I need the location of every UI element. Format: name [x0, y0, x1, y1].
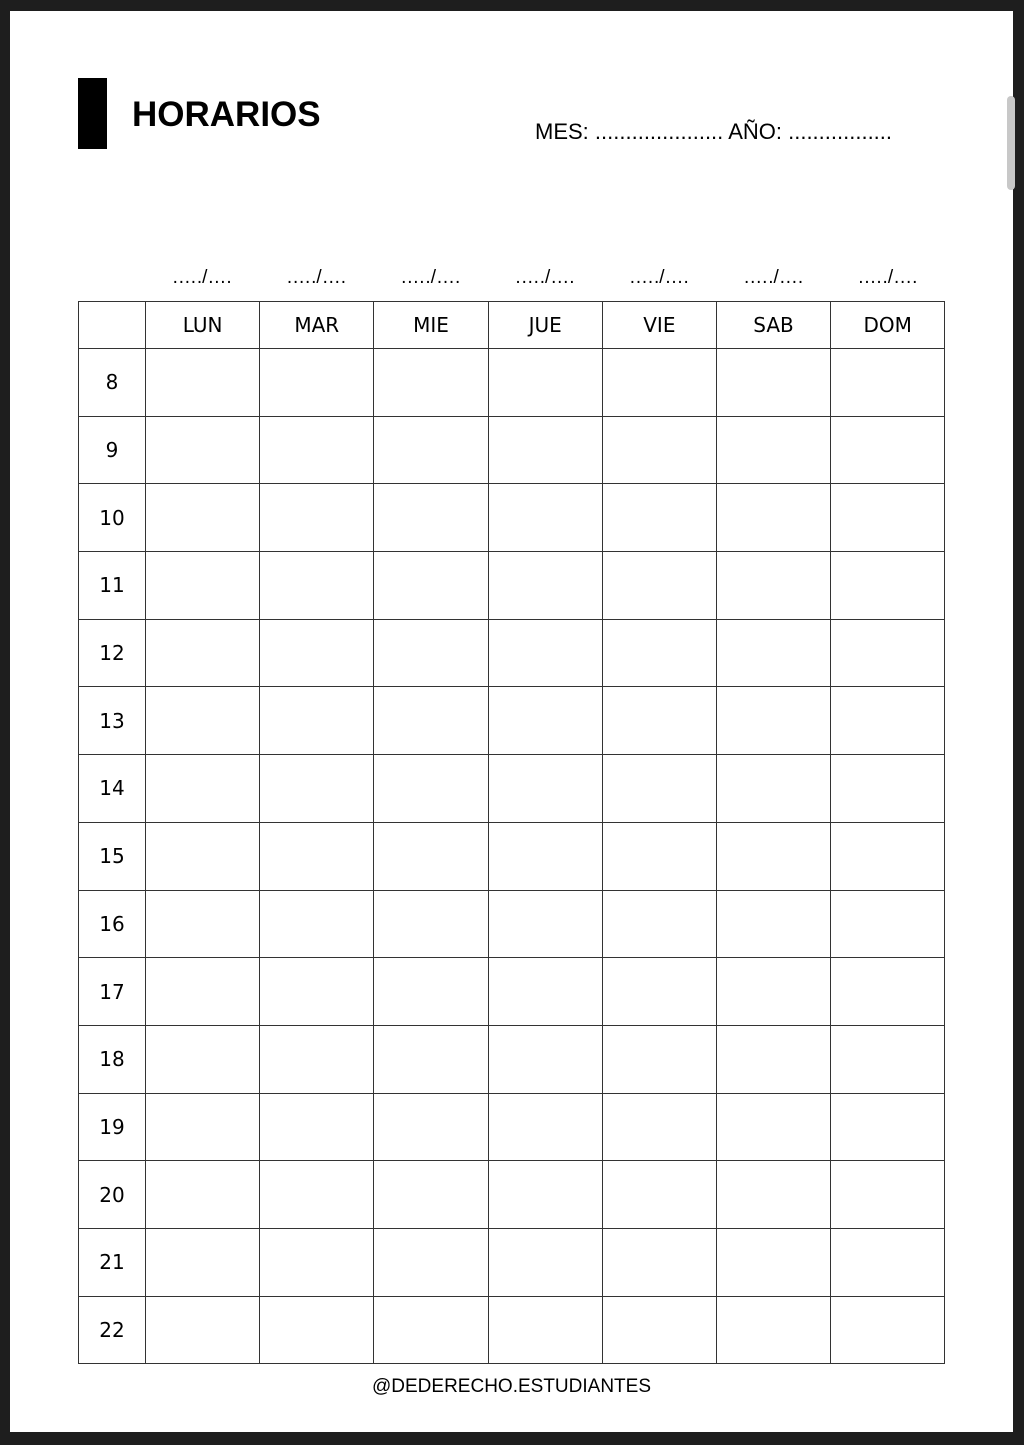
hour-label: 11 [79, 552, 146, 620]
schedule-cell-mar[interactable] [260, 755, 374, 823]
schedule-cell-jue[interactable] [488, 416, 602, 484]
date-placeholder-row [145, 265, 945, 291]
document-page [10, 11, 1013, 1432]
schedule-cell-dom[interactable] [831, 890, 945, 958]
schedule-cell-dom[interactable] [831, 1093, 945, 1161]
hour-label: 10 [79, 484, 146, 552]
schedule-cell-mie[interactable] [374, 687, 488, 755]
schedule-cell-dom[interactable] [831, 1228, 945, 1296]
table-row [79, 1296, 945, 1364]
schedule-cell-mar[interactable] [260, 958, 374, 1026]
corner-cell [79, 302, 146, 349]
schedule-cell-dom[interactable] [831, 958, 945, 1026]
table-row [79, 1093, 945, 1161]
schedule-cell-jue[interactable] [488, 349, 602, 417]
schedule-cell-lun[interactable] [146, 552, 260, 620]
day-header-mar: MAR [260, 302, 374, 349]
schedule-cell-mie[interactable] [374, 755, 488, 823]
day-header-lun: LUN [146, 302, 260, 349]
schedule-cell-sab[interactable] [716, 687, 830, 755]
day-header-dom: DOM [831, 302, 945, 349]
month-label: MES: [535, 119, 589, 144]
table-row [79, 619, 945, 687]
schedule-cell-mar[interactable] [260, 822, 374, 890]
schedule-cell-dom[interactable] [831, 755, 945, 823]
schedule-cell-lun[interactable] [146, 958, 260, 1026]
table-row [79, 890, 945, 958]
schedule-cell-mie[interactable] [374, 416, 488, 484]
schedule-cell-sab[interactable] [716, 1296, 830, 1364]
schedule-cell-mar[interactable] [260, 416, 374, 484]
schedule-cell-sab[interactable] [716, 822, 830, 890]
hour-label: 12 [79, 619, 146, 687]
schedule-cell-vie[interactable] [602, 619, 716, 687]
date-placeholder-sab: .…./…. [743, 267, 804, 288]
hour-label: 13 [79, 687, 146, 755]
schedule-cell-lun[interactable] [146, 1296, 260, 1364]
schedule-cell-mar[interactable] [260, 687, 374, 755]
schedule-cell-vie[interactable] [602, 416, 716, 484]
schedule-cell-vie[interactable] [602, 349, 716, 417]
schedule-cell-mar[interactable] [260, 349, 374, 417]
table-row [79, 1228, 945, 1296]
hour-label: 9 [79, 416, 146, 484]
schedule-cell-jue[interactable] [488, 958, 602, 1026]
day-header-sab: SAB [716, 302, 830, 349]
schedule-cell-sab[interactable] [716, 1025, 830, 1093]
schedule-cell-vie[interactable] [602, 958, 716, 1026]
hour-label: 20 [79, 1161, 146, 1229]
schedule-cell-mie[interactable] [374, 1296, 488, 1364]
schedule-cell-sab[interactable] [716, 755, 830, 823]
schedule-cell-vie[interactable] [602, 484, 716, 552]
year-label: AÑO: [728, 119, 782, 144]
schedule-cell-jue[interactable] [488, 755, 602, 823]
hour-label: 8 [79, 349, 146, 417]
page-title: HORARIOS [132, 95, 321, 134]
schedule-cell-vie[interactable] [602, 890, 716, 958]
footer-credit: @DEDERECHO.ESTUDIANTES [372, 1376, 651, 1397]
schedule-cell-jue[interactable] [488, 484, 602, 552]
schedule-cell-vie[interactable] [602, 1093, 716, 1161]
schedule-cell-mie[interactable] [374, 1093, 488, 1161]
schedule-cell-dom[interactable] [831, 484, 945, 552]
schedule-cell-dom[interactable] [831, 1025, 945, 1093]
schedule-cell-mie[interactable] [374, 822, 488, 890]
table-row [79, 349, 945, 417]
table-row [79, 552, 945, 620]
table-row [79, 416, 945, 484]
date-placeholder-lun: .…./…. [172, 267, 232, 288]
date-placeholder-mie: .…./…. [401, 267, 461, 288]
schedule-cell-sab[interactable] [716, 1161, 830, 1229]
schedule-cell-sab[interactable] [716, 1093, 830, 1161]
schedule-cell-mie[interactable] [374, 1161, 488, 1229]
schedule-cell-lun[interactable] [146, 1161, 260, 1229]
vertical-scrollbar[interactable] [1007, 96, 1015, 190]
schedule-cell-sab[interactable] [716, 552, 830, 620]
schedule-cell-vie[interactable] [602, 1025, 716, 1093]
schedule-cell-sab[interactable] [716, 1228, 830, 1296]
month-year-line [535, 119, 892, 145]
schedule-cell-mar[interactable] [260, 1296, 374, 1364]
schedule-cell-mar[interactable] [260, 890, 374, 958]
table-row [79, 755, 945, 823]
schedule-cell-jue[interactable] [488, 619, 602, 687]
schedule-cell-mar[interactable] [260, 1025, 374, 1093]
schedule-cell-jue[interactable] [488, 1296, 602, 1364]
table-row [79, 1161, 945, 1229]
schedule-cell-jue[interactable] [488, 1161, 602, 1229]
schedule-cell-sab[interactable] [716, 416, 830, 484]
schedule-cell-dom[interactable] [831, 619, 945, 687]
schedule-cell-lun[interactable] [146, 822, 260, 890]
day-header-vie: VIE [602, 302, 716, 349]
date-placeholder-vie: .…./…. [629, 267, 689, 288]
schedule-cell-mie[interactable] [374, 958, 488, 1026]
schedule-cell-vie[interactable] [602, 822, 716, 890]
hour-label: 18 [79, 1025, 146, 1093]
table-row [79, 484, 945, 552]
schedule-cell-jue[interactable] [488, 1025, 602, 1093]
schedule-cell-mar[interactable] [260, 552, 374, 620]
table-header-row [79, 302, 945, 349]
schedule-cell-vie[interactable] [602, 687, 716, 755]
schedule-cell-vie[interactable] [602, 1296, 716, 1364]
schedule-cell-mie[interactable] [374, 552, 488, 620]
schedule-cell-lun[interactable] [146, 687, 260, 755]
schedule-cell-jue[interactable] [488, 552, 602, 620]
schedule-cell-mie[interactable] [374, 349, 488, 417]
schedule-cell-sab[interactable] [716, 349, 830, 417]
table-row [79, 822, 945, 890]
schedule-cell-dom[interactable] [831, 822, 945, 890]
hour-label: 16 [79, 890, 146, 958]
schedule-cell-mar[interactable] [260, 484, 374, 552]
schedule-cell-lun[interactable] [146, 349, 260, 417]
schedule-cell-vie[interactable] [602, 755, 716, 823]
table-row [79, 687, 945, 755]
schedule-cell-sab[interactable] [716, 484, 830, 552]
day-header-jue: JUE [488, 302, 602, 349]
hour-label: 21 [79, 1228, 146, 1296]
schedule-cell-mie[interactable] [374, 1228, 488, 1296]
date-placeholder-jue: .…./…. [515, 267, 575, 288]
hour-label: 22 [79, 1296, 146, 1364]
schedule-cell-lun[interactable] [146, 619, 260, 687]
hour-label: 14 [79, 755, 146, 823]
schedule-table [78, 301, 945, 1364]
schedule-cell-lun[interactable] [146, 755, 260, 823]
table-row [79, 1025, 945, 1093]
schedule-cell-jue[interactable] [488, 1093, 602, 1161]
schedule-cell-lun[interactable] [146, 890, 260, 958]
month-field: ..................... [594, 119, 724, 144]
schedule-cell-mie[interactable] [374, 890, 488, 958]
schedule-cell-jue[interactable] [488, 822, 602, 890]
title-accent-bar [78, 78, 107, 149]
schedule-cell-lun[interactable] [146, 1093, 260, 1161]
schedule-cell-lun[interactable] [146, 1025, 260, 1093]
schedule-cell-mie[interactable] [374, 484, 488, 552]
day-header-mie: MIE [374, 302, 488, 349]
schedule-cell-jue[interactable] [488, 1228, 602, 1296]
schedule-cell-dom[interactable] [831, 687, 945, 755]
schedule-cell-lun[interactable] [146, 416, 260, 484]
hour-label: 19 [79, 1093, 146, 1161]
schedule-cell-sab[interactable] [716, 958, 830, 1026]
schedule-cell-mie[interactable] [374, 1025, 488, 1093]
schedule-cell-mar[interactable] [260, 1161, 374, 1229]
schedule-cell-sab[interactable] [716, 890, 830, 958]
table-row [79, 958, 945, 1026]
hour-label: 15 [79, 822, 146, 890]
schedule-cell-mie[interactable] [374, 619, 488, 687]
schedule-cell-dom[interactable] [831, 416, 945, 484]
schedule-cell-lun[interactable] [146, 1228, 260, 1296]
date-placeholder-dom: .…./…. [858, 267, 918, 288]
schedule-cell-mar[interactable] [260, 1093, 374, 1161]
schedule-cell-dom[interactable] [831, 1296, 945, 1364]
schedule-cell-vie[interactable] [602, 1161, 716, 1229]
schedule-cell-dom[interactable] [831, 349, 945, 417]
hour-label: 17 [79, 958, 146, 1026]
schedule-cell-vie[interactable] [602, 552, 716, 620]
schedule-cell-lun[interactable] [146, 484, 260, 552]
schedule-cell-vie[interactable] [602, 1228, 716, 1296]
date-placeholder-mar: .…./…. [286, 267, 346, 288]
schedule-cell-jue[interactable] [488, 890, 602, 958]
year-field: ................. [788, 119, 893, 144]
schedule-cell-mar[interactable] [260, 619, 374, 687]
schedule-cell-sab[interactable] [716, 619, 830, 687]
schedule-cell-dom[interactable] [831, 1161, 945, 1229]
schedule-cell-dom[interactable] [831, 552, 945, 620]
schedule-cell-mar[interactable] [260, 1228, 374, 1296]
schedule-cell-jue[interactable] [488, 687, 602, 755]
